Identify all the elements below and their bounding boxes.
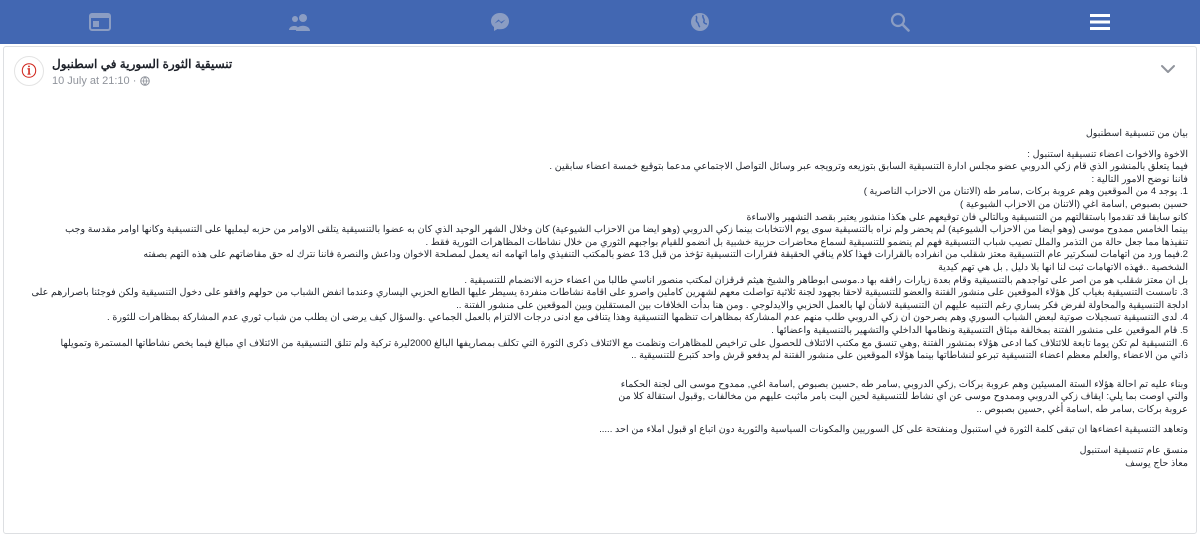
paragraph-gap [98,437,1188,445]
post-line: حسين بصبوص ,اسامة اغي (الاتنان من الاحزاب الشيوعية ) [959,198,1188,210]
paragraph-gap [98,416,1188,424]
nav-news-feed[interactable] [0,0,200,44]
post-body [31,128,1188,470]
post-line: عروبة بركات ,سامر طه ,اسامة أغي ,حسين بصبوص .. [976,403,1188,415]
post-line: فاننا نوضح الامور التالية : [1091,173,1188,185]
post-timestamp[interactable]: 10 July at 21:10 · [52,75,137,87]
post-line: 1. يوجد 4 من الموقعين وهم عروبة بركات ,سامر طه (الاتنان من الاحزاب الناصرية ) [863,186,1188,198]
globe-icon [140,76,150,86]
menu-icon [1090,13,1110,31]
post-line: الشخصية ..فهذه الاتهامات ثبت لنا انها بلا دليل , بل هي تهم كيدية [938,261,1188,273]
post-line: بينما الخامس ممدوح موسى (وهو ايضا من الاحزاب الشيوعية) لم يحضر ولم نراه بالتنسيقية سوى يوم الانتخابات بينما زكي الدروبي (وهو ايضا من الاحزاب الشيوعية) كان وخلال الشهر الوحيد الذي كان به عضوا بالتنسيقية يتلقى الاوامر من حزبه ليمليها على التنسيقية وكانها اوامر مقدسة وجب [65,224,1188,236]
nav-friends[interactable] [200,0,400,44]
post-line: وبناء عليه تم احالة هؤلاء الستة المسيئين وهم عروبة بركات ,زكي الدروبي ,سامر طه ,حسين بصبوص ,اسامة اغي, ممدوح موسى الى لجنة الحكماء [620,378,1188,390]
post-line: ذاتي من الاعضاء ,والعلم معظم اعضاء التنسيقية تبرعو لنشاطاتها بينما هؤلاء الموقعين على منشور الفتنة لم يدفعو قرش واحد كتبرع للتنسيقية .. [631,350,1188,362]
post-line: الاخوة والاخوات اعضاء تنسيقية استنبول : [1027,148,1188,160]
post-meta [52,75,150,87]
paragraph-gap [98,363,1188,371]
nav-messenger[interactable] [400,0,600,44]
post-line: 4. لدى التنسيقية تسجيلات صوتية لبعض الشباب السوري وهم يصرحون ان زكي الدروبي طلب منهم عدم المشاركة بمظاهرات تنظمها التنسيقية وهذا يتنافى مع ادنى درجات الالتزام بالعمل الجماعي .والسؤال كيف يرضى ان يطلب من شباب ثوري عدم المشاركة بمظاهرات للثورة . [106,312,1188,324]
top-navigation-bar [0,0,1200,44]
post-line: وتعاهد التنسيقية اعضاءها ان تبقى كلمة الثورة في استنبول ومنفتحة على كل السوريين والمكونات السياسية والثورية دون اتباع او قبول املاء من احد ..... [599,424,1188,436]
post-line: بل ان معتز شقلب هو من اصر على تواجدهم بالتنسيقية وقام بعدة زيارات رافقه بها د.موسى ابوطاهر والشيخ هيثم قرقزان لمكتب منصور اناسي طالبا من اعضاء حزبه الانضمام للتنسيقية . [464,274,1188,286]
search-icon [890,12,910,32]
news-feed-icon [89,13,111,31]
nav-search[interactable] [800,0,1000,44]
nav-notifications[interactable] [600,0,800,44]
post-line: ادلجة التنسيقية والمحاولة لفرض فكر يساري رغم التنبيه عليهم ان التنسيقية لاشأن لها بالعمل الحزبي والايدلوجي . ومن هنا بدأت الخلافات بين المستقلين وبين الموقعين على منشور الفتنة .. [456,299,1188,311]
post-card [0,44,1200,536]
page-avatar[interactable] [14,56,44,86]
post-line: فيما يتعلق بالمنشور الذي قام زكي الدروبي عضو مجلس ادارة التنسيقية السابق بتوزيعه وترويجه عبر وسائل التواصل الاجتماعي مدعما بتوقيع خمسة اعضاء سابقين . [549,161,1188,173]
globe-notifications-icon [690,12,710,32]
post-line: معاذ حاج يوسف [1125,457,1188,469]
post-line: والتي اوصت بما يلي: ايقاف زكي الدروبي وممدوح موسى عن اي نشاط للتنسيقية لحين البت بامر ماثبت عليهم من مخالفات ,وقبول استقالة كلا من [618,391,1188,403]
page-name-link[interactable]: تنسيقية الثورة السورية في اسطنبول [52,57,233,71]
post-line: 5. قام الموقعين على منشور الفتنة بمخالفة ميثاق التنسيقية ونظامها الداخلي والتشهير بالتنسيقية واعضائها . [771,324,1188,336]
paragraph-gap [98,141,1188,149]
friends-icon [288,13,312,31]
post-line: كانو سابقا قد تقدموا باستقالتهم من التنسيقية وبالتالي فان توقيعهم على هكذا منشور يعتبر بقصد التشهير والاساءة [746,211,1188,223]
post-line: تنفيذها مما جعل حالة من التذمر والملل تصيب شباب التنسيقية فهم لم ينضمو للتنسيقية لسماع محاضرات حزبية خشبية بل انضمو للقيام بواجبهم الثوري من خلال نشاطات المظاهرات الثورية فقط . [425,236,1188,248]
post-options-button[interactable] [1156,57,1180,81]
post-line: بيان من تنسيقية اسطنبول [1085,128,1188,139]
post-line: 3. تاسست التنسيقية بغياب كل هؤلاء الموقعين على منشور الفتنة والعضو للتنسيقية لاحقا بجهود لجنة ثلاثية تواصلت معهم لشهرين كاملين واصرو على اقامة نشاطات منفردة يسيطر عليها الطابع الحزبي اليساري وعندما انفض الشباب من حولهم وافقو على دخول التنسيقية ولكن فوجئنا باصرارهم على [31,287,1188,299]
nav-menu[interactable] [1000,0,1200,44]
post-line: 6. التنسيقية لم تكن يوما تابعة للائتلاف كما ادعى هؤلاء بمنشور الفتنة ,وهي تنسق مع مكتب الائتلاف للحصول على تراخيص للمظاهرات ونظمت مع الائتلاف ذكرى الثورة التي تكلف بمصاريفها البالغ 2000ليرة تركية ولم تتلق التنسيقية من الائتلاف اي مبالغ فيما يخص نشاطاتها المستمرة وتمويلها [60,337,1188,349]
post-line: 2.فيما ورد من اتهامات لسكرتير عام التنسيقية معتز شقلب من انفراده بالقرارات فهذا كلام ينافي الحقيقة فقرارات التنسيقية تؤخذ من قبل 13 عضو بالمكتب التنفيذي واما اتهامه انه يعمل لمصلحة الاخوان وداعش والنصرة فاننا نترك له حق مقاضاتهم على هذه التهم بصفته [143,249,1188,261]
messenger-icon [490,12,510,32]
post-line: منسق عام تنسيقية استنبول [1079,445,1188,457]
paragraph-gap [98,371,1188,379]
chevron-down-icon [1156,57,1180,81]
page-logo-icon: ⓘ [21,62,37,80]
